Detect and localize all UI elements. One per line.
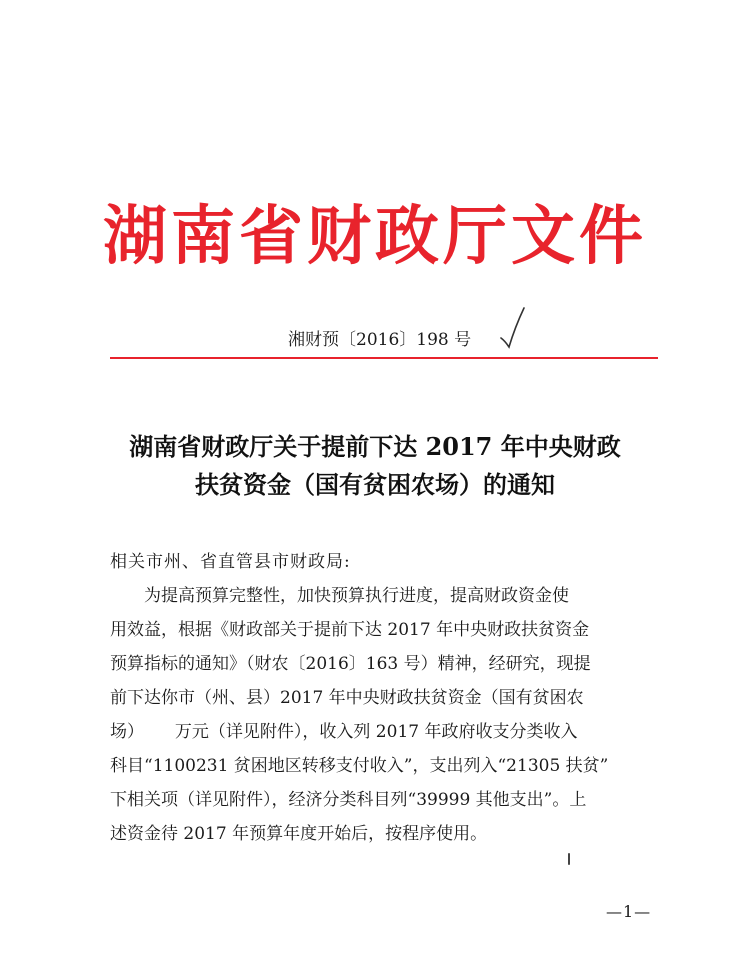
notice-title-line-1: 湖南省财政厅关于提前下达 2017 年中央财政 — [129, 432, 621, 461]
notice-title-line-2: 扶贫资金（国有贫困农场）的通知 — [195, 470, 555, 499]
document-number: 湘财预〔2016〕198 号 — [288, 330, 472, 350]
salutation: 相关市州、省直管县市财政局: — [110, 552, 351, 572]
paragraph-line-1: 为提高预算完整性，加快预算执行进度，提高财政资金使 — [144, 586, 569, 606]
paragraph-line-4: 前下达你市（州、县）2017 年中央财政扶贫资金（国有贫困农 — [110, 688, 584, 708]
red-divider-line — [110, 357, 658, 359]
ink-smudge — [566, 853, 572, 865]
paragraph-line-8: 述资金待 2017 年预算年度开始后，按程序使用。 — [110, 824, 488, 844]
paragraph-line-2: 用效益，根据《财政部关于提前下达 2017 年中央财政扶贫资金 — [110, 620, 590, 640]
notice-title — [70, 428, 680, 504]
handwritten-check-mark — [498, 305, 528, 351]
notice-body — [110, 545, 655, 851]
issuer-header-title: 湖南省财政厅文件 — [103, 199, 647, 274]
paragraph-line-6: 科目“1100231 贫困地区转移支付收入”，支出列入“21305 扶贫” — [110, 756, 609, 776]
paragraph-line-3: 预算指标的通知》（财农〔2016〕163 号）精神，经研究，现提 — [110, 654, 591, 674]
paragraph-line-7: 下相关项（详见附件），经济分类科目列“39999 其他支出”。上 — [110, 790, 587, 810]
paragraph-line-5: 场） 万元（详见附件），收入列 2017 年政府收支分类收入 — [110, 722, 578, 742]
page-number: —1— — [606, 902, 652, 921]
